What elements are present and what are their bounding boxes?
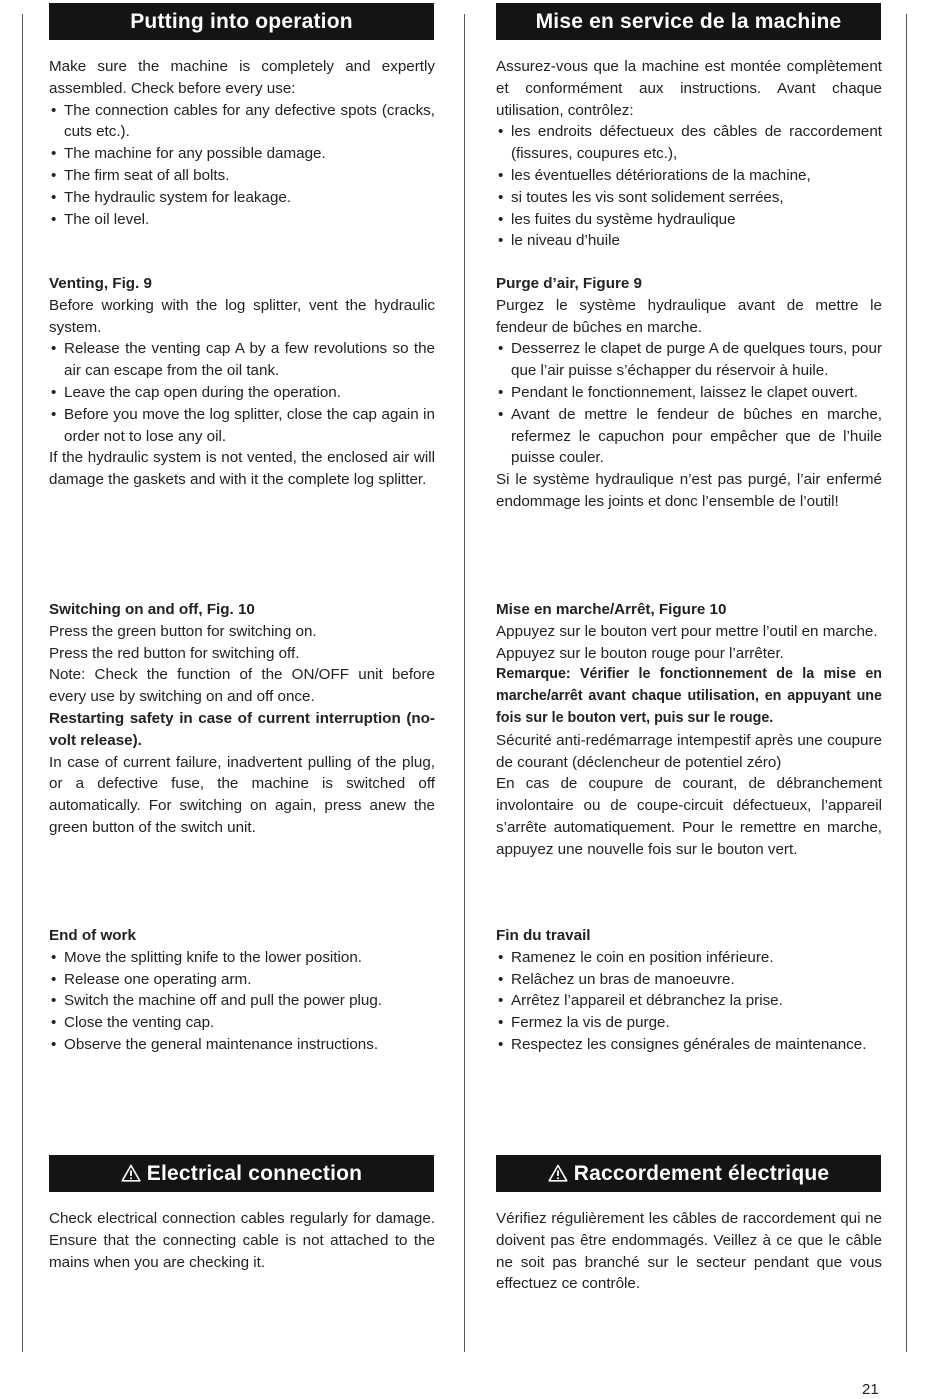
list-item: • Move the splitting knife to the lower position. [49,947,435,969]
list-item: • Before you move the log splitter, close the cap again in order not to lose any oil. [49,404,435,448]
list-item: • Arrêtez l’appareil et débranchez la prise. [496,990,882,1012]
list-item: • Desserrez le clapet de purge A de quelques tours, pour que l’air puisse s’échapper du réservoir à huile. [496,338,882,382]
en-intro-block [49,56,435,230]
list-item: • Leave the cap open during the operation. [49,382,435,404]
fr-banner-raccordement-electrique [496,1155,881,1192]
fr-venting-note: Si le système hydraulique n’est pas purgé, l’air enfermé endommage les joints et donc l’ensemble de l’outil! [496,471,882,510]
page-number: 21 [862,1381,879,1398]
list-item: • The machine for any possible damage. [49,143,435,165]
en-electrical-block [49,1208,435,1273]
en-restart-text: In case of current failure, inadvertent pulling of the plug, or a defective fuse, the machine is switched off automatically. For switching on again, press anew the green button of the switch unit. [49,753,435,836]
fr-venting-block [496,273,882,513]
en-venting-note: If the hydraulic system is not vented, the enclosed air will damage the gaskets and with it the complete log splitter. [49,449,435,489]
en-switch-block [49,599,435,839]
list-item: • Release one operating arm. [49,969,435,991]
list-item: • Release the venting cap A by a few revolutions so the air can escape from the oil tank. [49,338,435,382]
en-switch-on: Press the green button for switching on. [49,622,317,640]
warning-triangle-icon [548,1155,568,1192]
fr-venting-intro: Purgez le système hydraulique avant de mettre le fendeur de bûches en marche. [496,296,882,336]
en-end-heading: End of work [49,927,136,944]
fr-end-list [496,947,882,1056]
list-item: • Switch the machine off and pull the power plug. [49,990,435,1012]
en-banner-putting-into-operation [49,3,434,40]
list-item: • Avant de mettre le fendeur de bûches en marche, refermez le capuchon pour empêcher que de l’huile puisse couler. [496,404,882,469]
en-switch-off: Press the red button for switching off. [49,644,300,662]
en-banner-title: Putting into operation [130,10,353,33]
fr-end-heading: Fin du travail [496,927,591,944]
list-item: • The connection cables for any defective spots (cracks, cuts etc.). [49,100,435,144]
list-item: • The hydraulic system for leakage. [49,187,435,209]
en-venting-intro: Before working with the log splitter, vent the hydraulic system. [49,296,435,336]
list-item: • les fuites du système hydraulique [496,209,882,231]
fr-banner-mise-en-service [496,3,881,40]
list-item: • Relâchez un bras de manoeuvre. [496,969,882,991]
en-switch-note: Note: Check the function of the ON/OFF unit before every use by switching on and off once. [49,666,435,706]
fr-electrical-text: Vérifiez régulièrement les câbles de raccordement qui ne doivent pas être endommagés. Veillez à ce que le câble ne soit pas branché sur le secteur pendant que vous effectuez ce contrôle. [496,1210,882,1293]
fr-venting-heading: Purge d’air, Figure 9 [496,275,643,292]
left-margin-rule [22,14,23,1352]
fr-venting-list [496,338,882,469]
list-item: • Observe the general maintenance instructions. [49,1034,435,1056]
list-item: • Respectez les consignes générales de maintenance. [496,1034,882,1056]
fr-end-block [496,925,882,1056]
en-venting-block [49,273,435,491]
list-item: • les endroits défectueux des câbles de raccordement (fissures, coupures etc.), [496,121,882,165]
en-venting-list [49,338,435,447]
fr-switch-block [496,599,882,861]
list-item: • Close the venting cap. [49,1012,435,1034]
list-item: • les éventuelles détériorations de la machine, [496,165,882,187]
right-margin-rule [906,14,907,1352]
list-item: • Ramenez le coin en position inférieure. [496,947,882,969]
en-end-list [49,947,435,1056]
en-restart-heading: Restarting safety in case of current interruption (no-volt release). [49,709,435,749]
fr-electrical-block [496,1208,882,1295]
fr-restart-text: En cas de coupure de courant, de débranchement involontaire ou de coupe-circuit défectueux, l’appareil s’arrête automatiquement. Pour le remettre en marche, appuyez une nouvelle fois sur le bouton vert. [496,775,882,858]
en-switch-heading: Switching on and off, Fig. 10 [49,601,255,618]
en-electrical-text: Check electrical connection cables regularly for damage. Ensure that the connecting cable is not attached to the mains when you are checking it. [49,1210,435,1271]
center-divider-rule [464,14,465,1352]
fr-check-list [496,121,882,252]
fr-banner-title: Mise en service de la machine [535,10,842,33]
list-item: • The oil level. [49,209,435,231]
fr-switch-heading: Mise en marche/Arrêt, Figure 10 [496,601,727,618]
list-item: • Pendant le fonctionnement, laissez le clapet ouvert. [496,382,882,404]
en-banner2-title: Electrical connection [146,1162,363,1185]
en-check-list [49,100,435,231]
fr-intro-block [496,56,882,252]
warning-triangle-icon [121,1155,141,1192]
fr-restart-heading: Sécurité anti-redémarrage intempestif après une coupure de courant (déclencheur de potentiel zéro) [496,731,882,771]
fr-intro-text: Assurez-vous que la machine est montée complètement et conformément aux instructions. Avant chaque utilisation, contrôlez: [496,58,882,119]
en-venting-heading: Venting, Fig. 9 [49,275,152,292]
fr-switch-on: Appuyez sur le bouton vert pour mettre l’outil en marche. [496,622,878,640]
list-item: • si toutes les vis sont solidement serrées, [496,187,882,209]
en-intro-text: Make sure the machine is completely and expertly assembled. Check before every use: [49,58,435,97]
en-banner-electrical-connection [49,1155,434,1192]
list-item: • le niveau d’huile [496,230,882,252]
en-end-block [49,925,435,1056]
list-item: • Fermez la vis de purge. [496,1012,882,1034]
fr-switch-off: Appuyez sur le bouton rouge pour l’arrêter. [496,644,784,662]
list-item: • The firm seat of all bolts. [49,165,435,187]
fr-banner2-title: Raccordement électrique [573,1162,830,1185]
fr-switch-note: Remarque: Vérifier le fonctionnement de la mise en marche/arrêt avant chaque utilisation, en appuyant une fois sur le bouton vert, puis sur le rouge. [496,666,882,726]
